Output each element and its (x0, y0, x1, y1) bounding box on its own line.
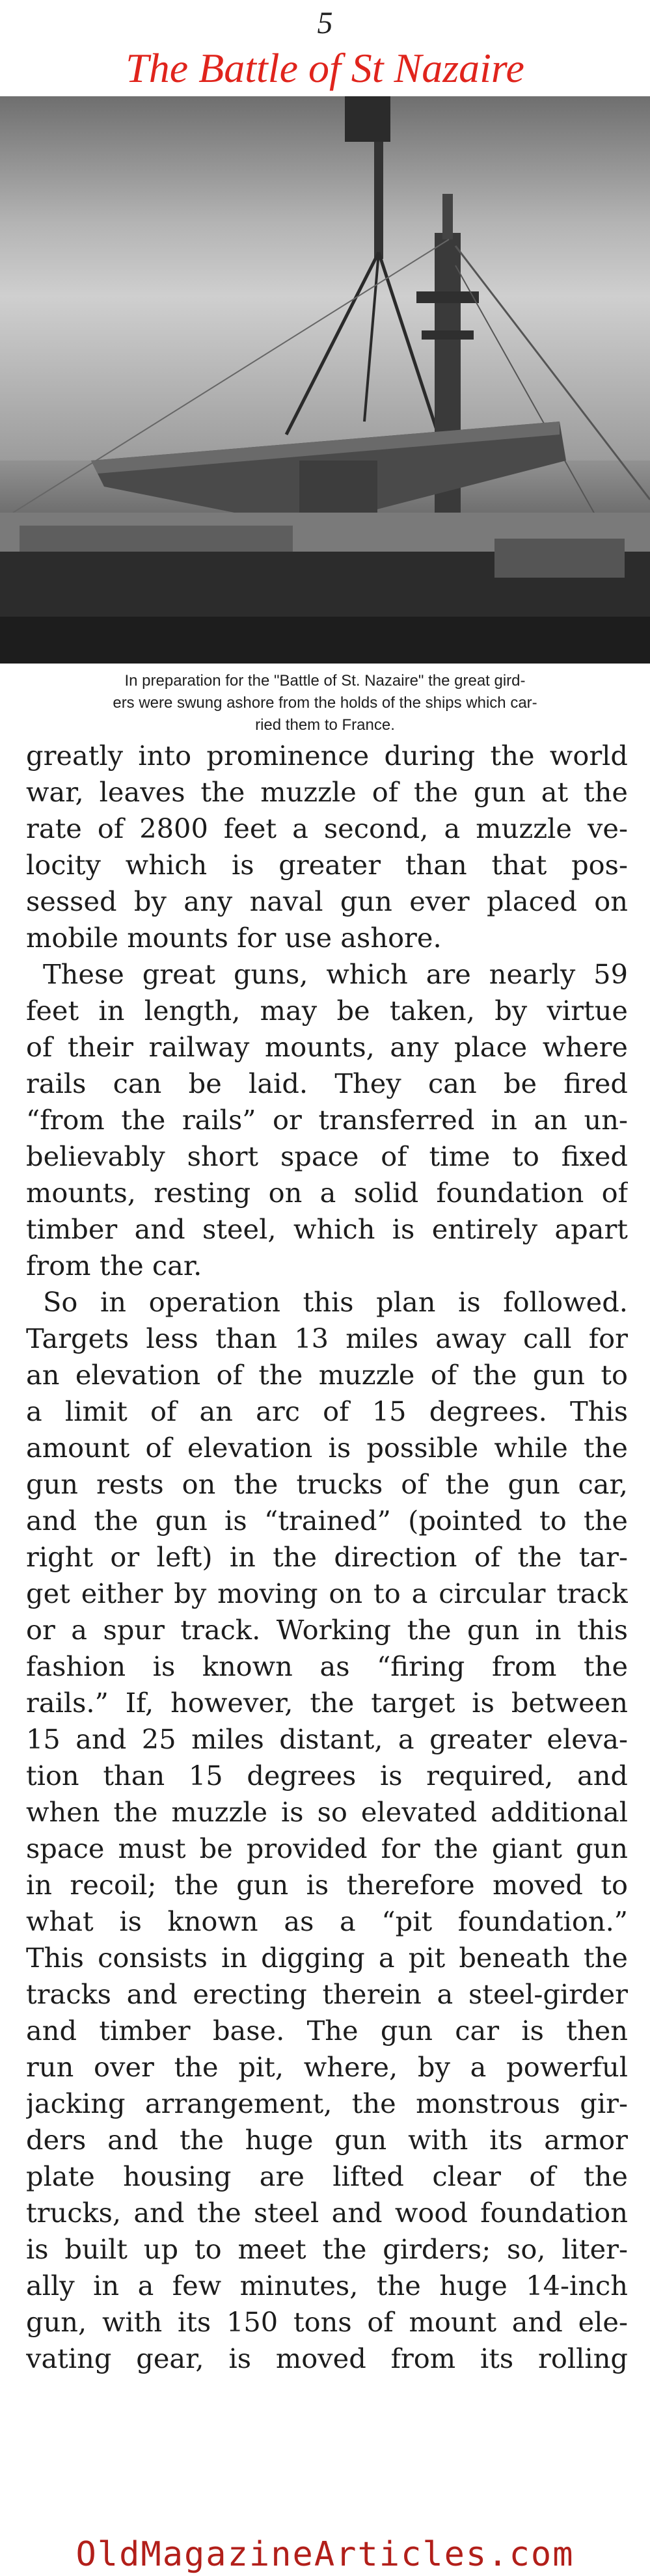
article-line: gun rests on the trucks of the gun car, (26, 1468, 628, 1500)
article-line: right or left) in the direction of the tar- (26, 1541, 628, 1573)
article-line: jacking arrangement, the monstrous gir- (26, 2087, 628, 2119)
article-body (26, 738, 628, 2377)
page-number: 5 (317, 6, 333, 40)
article-line: when the muzzle is so elevated additional (26, 1796, 628, 1828)
crane-girder-illustration (0, 96, 650, 664)
article-line: timber and steel, which is entirely apart (26, 1213, 628, 1245)
article-line: amount of elevation is possible while the (26, 1432, 628, 1464)
article-line: war, leaves the muzzle of the gun at the (26, 776, 628, 808)
article-line: believably short space of time to fixed (26, 1140, 628, 1172)
article-line: rate of 2800 feet a second, a muzzle ve- (26, 812, 628, 844)
article-line: rails can be laid. They can be fired (26, 1067, 628, 1099)
article-line: or a spur track. Working the gun in this (26, 1614, 628, 1646)
article-line: vating gear, is moved from its rolling (26, 2342, 628, 2374)
article-line: an elevation of the muzzle of the gun to (26, 1359, 628, 1391)
article-line: rails.” If, however, the target is between (26, 1687, 628, 1719)
article-line: a limit of an arc of 15 degrees. This (26, 1395, 628, 1427)
article-line: feet in length, may be taken, by virtue (26, 995, 628, 1026)
article-line: of their railway mounts, any place where (26, 1031, 628, 1063)
article-line: ally in a few minutes, the huge 14-inch (26, 2270, 628, 2301)
article-line: ders and the huge gun with its armor (26, 2124, 628, 2156)
article-line: mobile mounts for use ashore. (26, 922, 442, 954)
article-line: get either by moving on to a circular track (26, 1577, 628, 1609)
photo-caption (0, 670, 650, 736)
caption-line: ers were swung ashore from the holds of the ships which car- (113, 694, 537, 712)
article-line: tracks and erecting therein a steel-girder (26, 1978, 628, 2010)
article-line: 15 and 25 miles distant, a greater eleva- (26, 1723, 628, 1755)
article-line: is built up to meet the girders; so, liter- (26, 2233, 628, 2265)
article-line: greatly into prominence during the world (26, 740, 628, 771)
article-line: trucks, and the steel and wood foundation (26, 2197, 628, 2229)
article-line: gun, with its 150 tons of mount and ele- (26, 2306, 628, 2338)
article-line: These great guns, which are nearly 59 (43, 958, 628, 990)
article-line: This consists in digging a pit beneath the (26, 1942, 628, 1974)
girder-photograph (0, 96, 650, 664)
article-line: fashion is known as “firing from the (26, 1650, 628, 1682)
article-line: So in operation this plan is followed. (43, 1286, 628, 1318)
article-line: locity which is greater than that pos- (26, 849, 628, 881)
article-line: sessed by any naval gun ever placed on (26, 885, 628, 917)
article-line: plate housing are lifted clear of the (26, 2160, 628, 2192)
article-line: and timber base. The gun car is then (26, 2015, 628, 2046)
article-line: what is known as a “pit foundation.” (26, 1905, 628, 1937)
article-line: “from the rails” or transferred in an un- (26, 1104, 628, 1136)
caption-line: ried them to France. (255, 716, 395, 734)
article-line: mounts, resting on a solid foundation of (26, 1177, 628, 1209)
article-line: and the gun is “trained” (pointed to the (26, 1505, 628, 1536)
article-line: run over the pit, where, by a powerful (26, 2051, 628, 2083)
article-line: tion than 15 degrees is required, and (26, 1760, 628, 1791)
article-line: in recoil; the gun is therefore moved to (26, 1869, 628, 1901)
footer-site-link[interactable]: OldMagazineArticles.com (75, 2535, 575, 2574)
article-line: Targets less than 13 miles away call for (26, 1322, 628, 1354)
page-title: The Battle of St Nazaire (126, 45, 524, 91)
article-line: from the car. (26, 1250, 202, 1281)
caption-line: In preparation for the "Battle of St. Nazaire" the great gird- (124, 672, 526, 690)
article-line: space must be provided for the giant gun (26, 1832, 628, 1864)
